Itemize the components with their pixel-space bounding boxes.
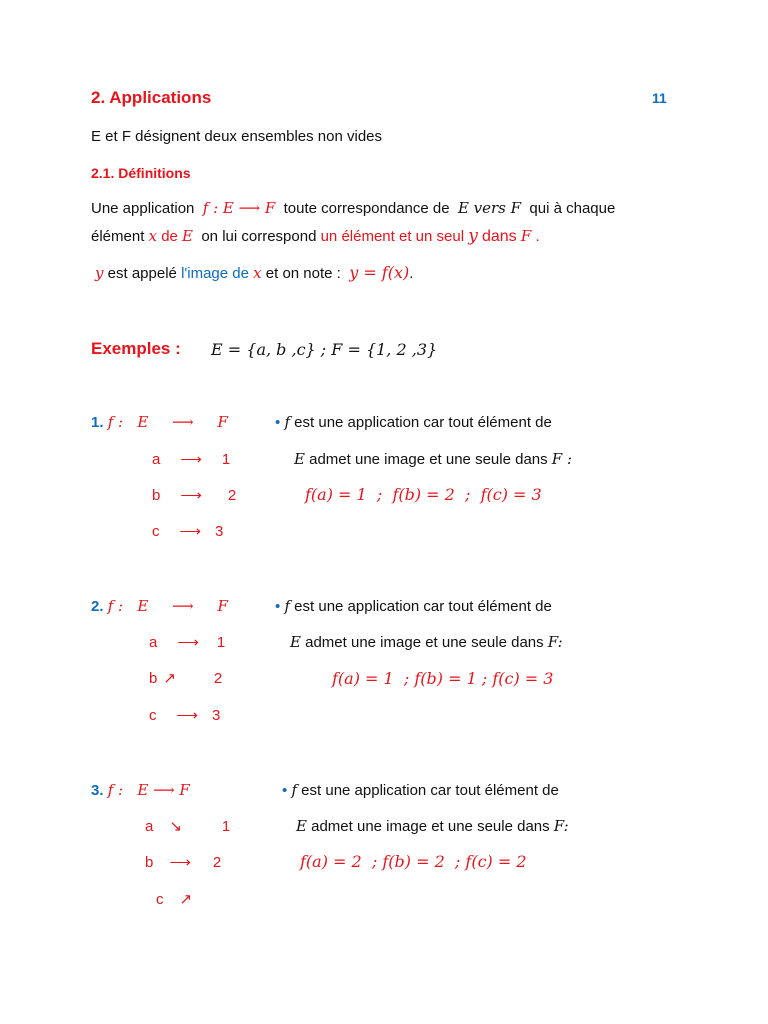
def3-y: y xyxy=(95,264,104,282)
example-3-row-c: c ↗ xyxy=(156,891,193,908)
examples-label: Exemples : xyxy=(91,339,181,358)
example-2-explain-line-1: • f est une application car tout élément de xyxy=(275,597,552,615)
def2-dans: dans xyxy=(481,228,517,245)
intro-text: E et F désignent deux ensembles non vides xyxy=(91,128,383,145)
definition-line-2 xyxy=(91,226,540,246)
example-1-number: 1. xyxy=(91,414,104,431)
example-2-number: 2. xyxy=(91,598,104,615)
def3-x: x xyxy=(253,264,262,282)
def2-F: F xyxy=(520,227,532,245)
example-3-row-b: b ⟶ 2 xyxy=(145,854,222,871)
example-3-number: 3. xyxy=(91,782,104,799)
example-2-row-c: c ⟶ 3 xyxy=(149,707,221,724)
def2-text-a: élément xyxy=(91,228,145,245)
example-3-header xyxy=(91,781,190,799)
example-2-row-b: b ↗ 2 xyxy=(149,670,223,687)
example-3-explain-line-2: E admet une image et une seule dans F: xyxy=(296,817,569,835)
example-3-explain-line-1: • f est une application car tout élément de xyxy=(282,781,559,799)
page-number: 11 xyxy=(652,90,667,106)
example-2-explain-line-2: E admet une image et une seule dans F: xyxy=(290,633,563,651)
example-2-header xyxy=(91,597,228,615)
def3-dot: . xyxy=(409,265,414,282)
subsection-title: 2.1. Définitions xyxy=(91,165,191,181)
def2-x: x xyxy=(148,227,158,245)
example-3-result: f(a) = 2 ; f(b) = 2 ; f(c) = 2 xyxy=(300,852,527,871)
def2-E: E xyxy=(182,227,193,245)
example-1-result: f(a) = 1 ; f(b) = 2 ; f(c) = 3 xyxy=(305,485,542,504)
def-mapping: f : E ⟶ F xyxy=(202,199,276,217)
def2-y: y xyxy=(468,226,478,246)
example-1-row-a: a ⟶ 1 xyxy=(152,451,231,468)
example-2-mapping: f : E ⟶ F xyxy=(107,597,228,615)
example-1-explain-line-1: • f est une application car tout élément de xyxy=(275,413,552,431)
def-e-vers-f: E vers F xyxy=(457,199,522,217)
example-3-row-a: a ↘ 1 xyxy=(145,818,231,835)
definition-line-1 xyxy=(91,199,615,217)
example-1-header xyxy=(91,413,228,431)
def-text-d: qui à chaque xyxy=(529,200,616,217)
example-1-row-b: b ⟶ 2 xyxy=(152,487,237,504)
def3-equation: y = f(x) xyxy=(349,263,410,282)
sets-definition: E = {a, b ,c} ; F = {1, 2 ,3} xyxy=(211,340,438,359)
def-text-a: Une application xyxy=(91,200,195,217)
definition-line-3 xyxy=(95,263,413,282)
example-3-mapping: f : E ⟶ F xyxy=(107,781,190,799)
example-1-mapping: f : E ⟶ F xyxy=(107,413,228,431)
def3-image-de: l'image de xyxy=(181,265,249,282)
def2-text-c: un élément et un seul xyxy=(320,228,465,245)
def3-text-a: est appelé xyxy=(107,265,177,282)
example-2-result: f(a) = 1 ; f(b) = 1 ; f(c) = 3 xyxy=(332,669,554,688)
def3-text-b: et on note : xyxy=(265,265,341,282)
example-2-row-a: a ⟶ 1 xyxy=(149,634,226,651)
example-1-explain-line-2: E admet une image et une seule dans F : xyxy=(294,450,573,468)
def2-de: de xyxy=(161,228,178,245)
def2-text-b: on lui correspond xyxy=(201,228,317,245)
def2-dot: . xyxy=(535,228,540,245)
example-1-row-c: c ⟶ 3 xyxy=(152,523,224,540)
section-title: 2. Applications xyxy=(91,88,212,107)
def-text-b: toute correspondance de xyxy=(283,200,450,217)
